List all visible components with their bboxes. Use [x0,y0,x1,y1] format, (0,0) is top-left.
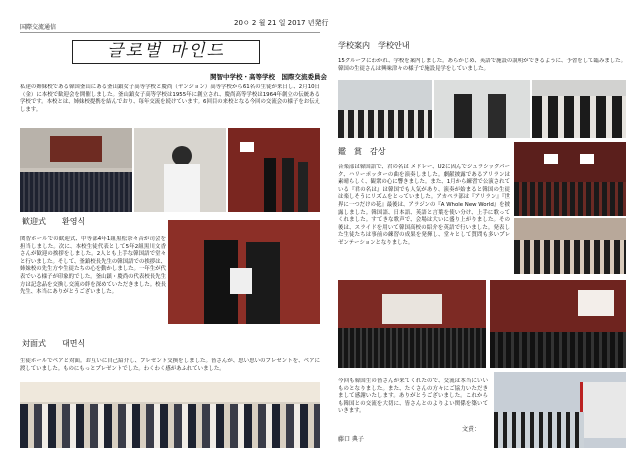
photo-acapella [514,218,626,274]
photo-pair-meeting [20,382,320,448]
photo-audience-1 [338,280,486,368]
welcome-heading: 歓迎式 환영식 [22,217,86,226]
photo-music-performance [514,142,626,216]
newsletter-label: 国際交流通信 [20,24,57,31]
photo-welcome-hall [20,128,132,212]
photo-stage-greeting [228,128,320,212]
banner-title: 글로벌 마인드 [72,40,260,64]
photo-tour-2 [434,80,530,138]
photo-student-speech [134,128,226,212]
school-guide-paragraph: 15グループにわかれ、学校を案内しました。あらかじめ、英語で施設の説明ができるように、予習をして臨みました。韓国の生徒さんは興味津々の様子で施設見学をしていました。 [338,58,626,72]
header-rule [20,32,320,33]
appreciation-heading: 鑑 賞 감상 [338,147,386,156]
photo-tour-3 [532,80,626,138]
school-guide-heading: 学校案内 学校안내 [338,41,410,50]
closing-sign-label: 文責： [462,426,481,433]
meeting-paragraph: 生徒ホールでペアと対面。お互いに自己紹介し、プレゼント交換をしました。皆さんが、思い思いのプレゼントを、ペアに渡していました。ものにもっとプレゼントでした。わくわく感があふれていました。 [20,358,320,372]
appreciation-paragraph: 音楽部は韓国語で、君の名は メドレー、U2に因んでジュラシックパーク、ハリーポッターの曲を演奏しました。劇献披露であるアリランは素晴らしく、観衆の心に響きました。また、1月から練習で公演されている『君の名は』は韓国でも人気があり、演奏が始まると韓国の生徒は楽しそうにリズムをとっていました。アカペラ部は『アリラン』『世界に一つだけの花』最後は、アラジンの『A Whole New World』を披露しました。韓国語、日本語、英語と言葉を使い分け、上手に歌ってくれました。すてきな歌声で、会場は大いに盛り上がりました。その後は、スライドを用いて韓国高校の紹介を英語で行いました。発表した生徒たちは事前の練習の成果を発揮し、堂々として質問も多いプレゼンテーションとなりました。 [338,164,510,246]
closing-sign-name: 藤口 典子 [338,436,364,443]
meeting-heading: 対面式 대면식 [22,339,86,348]
photo-audience-2 [490,280,626,368]
intro-paragraph: 私達の姉妹校である韓国釜山にある釜山鎮女子高等学校と慶尚（ヤンジョン）高等学校から61名の生徒が来日し、2月10日（金）に本校で歓迎会を開催しました。釜山鎮女子高等学校は1955年に創立され、慶尚高等学校は1964年創立の伝統ある学校です。本校とは、姉妹校提携を結んでおり、毎年交流を続けています。6回目の来校となる今回の交流会の様子をお伝えします。 [20,84,320,113]
issue-date: 20ㅇ 2 월 21 일 2017 년発行 [234,19,329,27]
photo-bus-farewell [494,372,626,448]
closing-paragraph: 今回も韓国生の皆さんが来てくれたので、交流は本当にいいものとなりました。また、たくさんの方々にご協力いただきまして感謝いたします。ありがとうございました。これからも韓国との交流を大切に、皆さんとのよりよい関係を築いていきます。 [338,378,488,415]
photo-gift-exchange [168,220,320,324]
photo-tour-1 [338,80,432,138]
welcome-paragraph: 関智ホールでの歓迎式、中等部4年1組黒松奈々音が司会を担当しました。次に、本校生徒代表として5年2組黒川文香さんが歓迎の挨拶をしました。2人とも上手な韓国語で堂々と行いました。そして、釜鎮校長先生の韓国語での挨拶は、姉妹校の先生方や生徒たちの心を動かしました。一年生が代表でいる様子が印象的でした。釜山鎮・慶尚の代表校長先生方は記念品を交換し交流の絆を深めていただきました。校長先生、本当にありがとうございました。 [20,236,166,296]
organizer: 関智中学校・高等学校 国際交流委員会 [210,73,327,81]
